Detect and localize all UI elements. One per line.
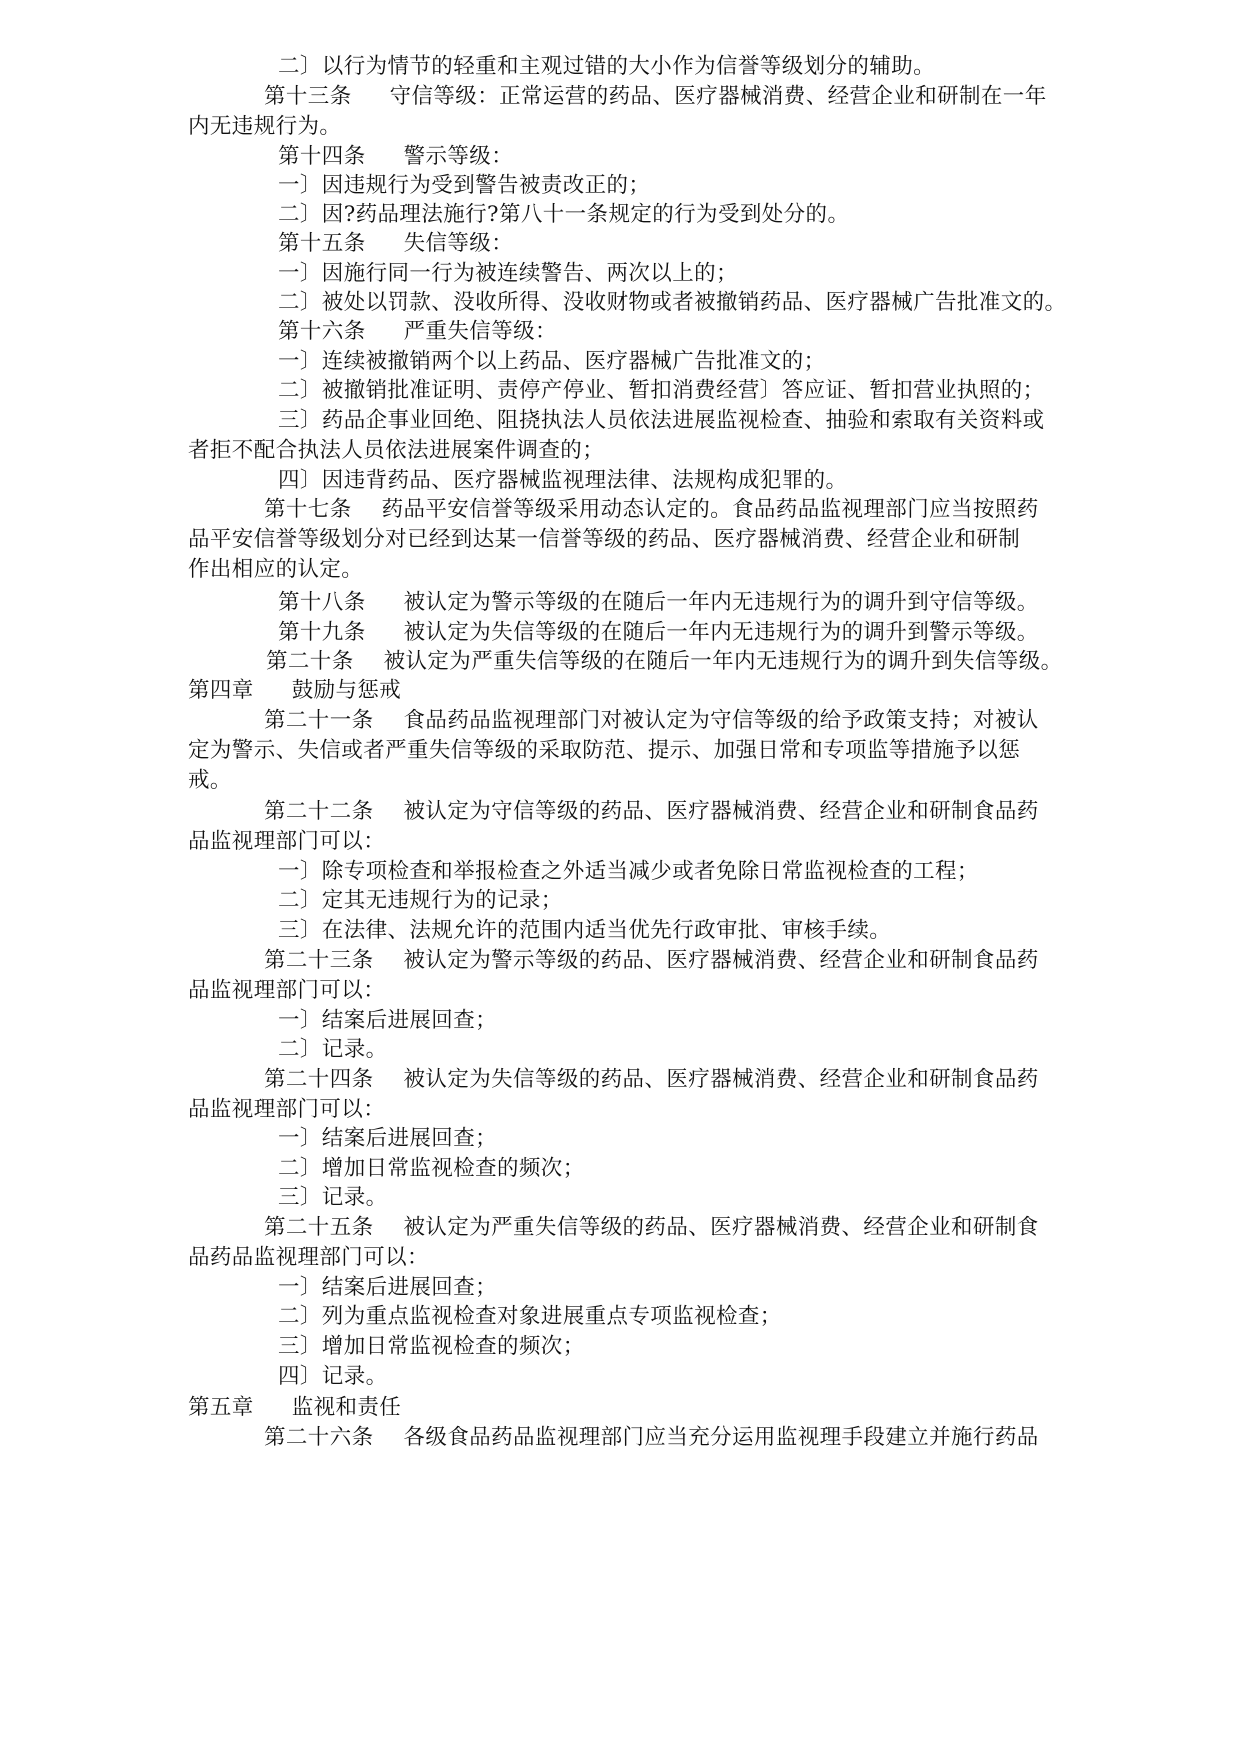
text-line: 内无违规行为。 bbox=[188, 114, 342, 139]
chapter-heading bbox=[188, 1392, 401, 1424]
article-number: 第十六条 bbox=[278, 319, 366, 344]
article-number: 第十四条 bbox=[278, 144, 366, 169]
article-text: 药品平安信誉等级采用动态认定的。食品药品监视理部门应当按照药 bbox=[381, 497, 1039, 522]
chapter-title: 监视和责任 bbox=[291, 1395, 402, 1420]
text-line: 一〕结案后进展回查； bbox=[278, 1275, 498, 1300]
article-line bbox=[264, 1422, 1039, 1454]
article-number: 第十八条 bbox=[278, 590, 366, 615]
article-number: 第十五条 bbox=[278, 231, 366, 256]
text-line: 品监视理部门可以： bbox=[188, 978, 386, 1003]
article-number: 第二十三条 bbox=[264, 948, 374, 973]
text-line: 二〕被处以罚款、没收所得、没收财物或者被撤销药品、医疗器械广告批准文的。 bbox=[278, 290, 1067, 315]
chapter-title: 鼓励与惩戒 bbox=[291, 678, 402, 703]
article-number: 第二十一条 bbox=[264, 708, 374, 733]
text-line: 戒。 bbox=[188, 768, 232, 793]
article-text: 失信等级： bbox=[403, 231, 514, 256]
article-text: 守信等级：正常运营的药品、医疗器械消费、经营企业和研制在一年 bbox=[389, 84, 1047, 109]
text-line: 二〕记录。 bbox=[278, 1037, 388, 1062]
article-line bbox=[264, 1064, 1039, 1096]
chapter-number: 第四章 bbox=[188, 678, 254, 703]
text-line: 二〕被撤销批准证明、责停产停业、暂扣消费经营〕答应证、暂扣营业执照的； bbox=[278, 378, 1045, 403]
article-line bbox=[264, 494, 1039, 526]
article-text: 严重失信等级： bbox=[403, 319, 557, 344]
article-number: 第二十四条 bbox=[264, 1067, 374, 1092]
article-number: 第十七条 bbox=[264, 497, 352, 522]
text-line: 二〕增加日常监视检查的频次； bbox=[278, 1156, 585, 1181]
article-line bbox=[264, 796, 1039, 828]
article-number: 第二十六条 bbox=[264, 1425, 374, 1450]
article-line bbox=[264, 945, 1039, 977]
chapter-number: 第五章 bbox=[188, 1395, 254, 1420]
article-line bbox=[264, 705, 1039, 737]
article-text: 各级食品药品监视理部门应当充分运用监视理手段建立并施行药品 bbox=[403, 1425, 1039, 1450]
article-text: 被认定为失信等级的药品、医疗器械消费、经营企业和研制食品药 bbox=[403, 1067, 1039, 1092]
text-line: 三〕药品企事业回绝、阻挠执法人员依法进展监视检查、抽验和索取有关资料或 bbox=[278, 408, 1045, 433]
chapter-heading bbox=[188, 675, 401, 707]
text-line: 者拒不配合执法人员依法进展案件调查的； bbox=[188, 438, 605, 463]
article-text: 被认定为失信等级的在随后一年内无违规行为的调升到警示等级。 bbox=[403, 620, 1039, 645]
article-number: 第二十五条 bbox=[264, 1215, 374, 1240]
text-line: 品监视理部门可以： bbox=[188, 829, 386, 854]
text-line: 三〕记录。 bbox=[278, 1185, 388, 1210]
article-text: 警示等级： bbox=[403, 144, 514, 169]
article-text: 被认定为严重失信等级的药品、医疗器械消费、经营企业和研制食 bbox=[403, 1215, 1039, 1240]
text-line: 作出相应的认定。 bbox=[188, 557, 364, 582]
text-line: 二〕列为重点监视检查对象进展重点专项监视检查； bbox=[278, 1304, 782, 1329]
text-line: 二〕定其无违规行为的记录； bbox=[278, 888, 563, 913]
text-line: 二〕因?药品理法施行?第八十一条规定的行为受到处分的。 bbox=[278, 202, 850, 227]
text-line: 三〕增加日常监视检查的频次； bbox=[278, 1334, 585, 1359]
text-line: 一〕除专项检查和举报检查之外适当减少或者免除日常监视检查的工程； bbox=[278, 859, 979, 884]
text-line: 品监视理部门可以： bbox=[188, 1097, 386, 1122]
article-line bbox=[278, 141, 513, 173]
article-line bbox=[278, 228, 513, 260]
article-text: 被认定为守信等级的药品、医疗器械消费、经营企业和研制食品药 bbox=[403, 799, 1039, 824]
text-line: 一〕因施行同一行为被连续警告、两次以上的； bbox=[278, 261, 738, 286]
text-line: 品平安信誉等级划分对已经到达某一信誉等级的药品、医疗器械消费、经营企业和研制 bbox=[188, 527, 1021, 552]
article-number: 第二十二条 bbox=[264, 799, 374, 824]
article-number: 第十三条 bbox=[264, 84, 352, 109]
text-line: 二〕以行为情节的轻重和主观过错的大小作为信誉等级划分的辅助。 bbox=[278, 54, 936, 79]
article-text: 被认定为严重失信等级的在随后一年内无违规行为的调升到失信等级。 bbox=[383, 649, 1063, 674]
article-number: 第二十条 bbox=[266, 649, 354, 674]
article-text: 食品药品监视理部门对被认定为守信等级的给予政策支持；对被认 bbox=[403, 708, 1039, 733]
article-text: 被认定为警示等级的药品、医疗器械消费、经营企业和研制食品药 bbox=[403, 948, 1039, 973]
text-line: 一〕结案后进展回查； bbox=[278, 1008, 498, 1033]
article-line bbox=[266, 646, 1063, 678]
text-line: 四〕记录。 bbox=[278, 1364, 388, 1389]
text-line: 一〕因违规行为受到警告被责改正的； bbox=[278, 173, 651, 198]
article-line bbox=[278, 617, 1039, 649]
text-line: 四〕因违背药品、医疗器械监视理法律、法规构成犯罪的。 bbox=[278, 468, 848, 493]
article-line bbox=[278, 587, 1039, 619]
article-line bbox=[264, 81, 1047, 113]
text-line: 定为警示、失信或者严重失信等级的采取防范、提示、加强日常和专项监等措施予以惩 bbox=[188, 738, 1021, 763]
article-line bbox=[278, 316, 557, 348]
text-line: 三〕在法律、法规允许的范围内适当优先行政审批、审核手续。 bbox=[278, 918, 892, 943]
text-line: 一〕连续被撤销两个以上药品、医疗器械广告批准文的； bbox=[278, 349, 826, 374]
article-number: 第十九条 bbox=[278, 620, 366, 645]
text-line: 一〕结案后进展回查； bbox=[278, 1126, 498, 1151]
article-text: 被认定为警示等级的在随后一年内无违规行为的调升到守信等级。 bbox=[403, 590, 1039, 615]
article-line bbox=[264, 1212, 1039, 1244]
text-line: 品药品监视理部门可以： bbox=[188, 1245, 429, 1270]
